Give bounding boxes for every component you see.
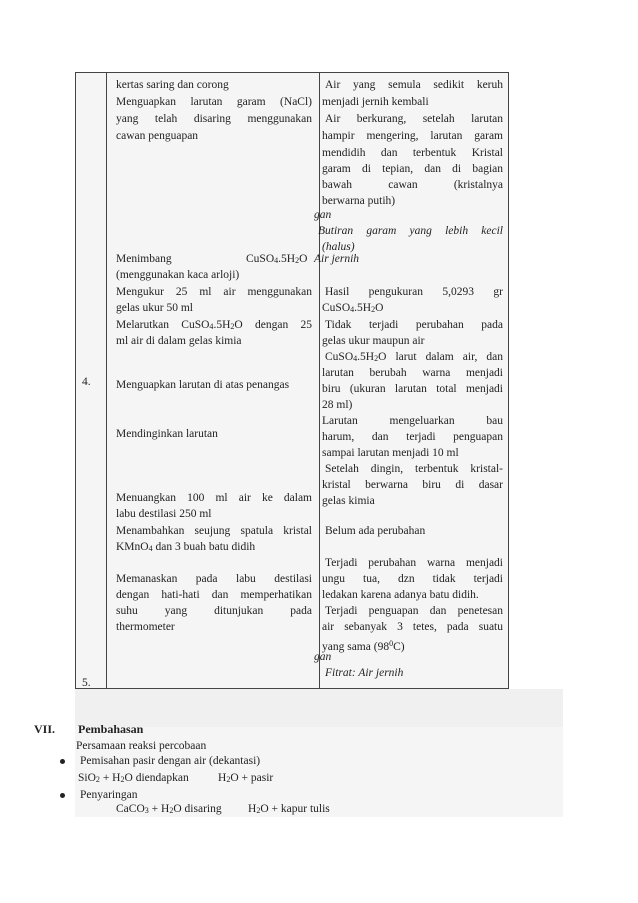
section-number: VII.: [34, 722, 56, 736]
procedure-line: gelas ukur 50 ml: [116, 302, 193, 314]
observation-line: Air yang semula sedikit keruh: [325, 79, 503, 91]
observation-line: gelas kimia: [322, 495, 375, 507]
observation-line: Air jernih: [314, 253, 360, 265]
section-title: Pembahasan: [78, 722, 144, 736]
body-line: Pemisahan pasir dengan air (dekantasi): [80, 755, 261, 767]
body-line: Penyaringan: [80, 789, 138, 801]
row-number: 4.: [82, 376, 91, 388]
procedure-line: cawan penguapan: [116, 130, 199, 142]
observation-line: gan: [314, 209, 332, 221]
observation-line: berwarna putih): [322, 195, 396, 207]
procedure-line: (menggunakan kaca arloji): [116, 269, 240, 281]
observation-line: harum, dan terjadi penguapan: [322, 431, 503, 443]
bullet-icon: [60, 759, 65, 764]
observation-line: bawah cawan (kristalnya: [322, 179, 503, 191]
procedure-line: thermometer: [116, 621, 175, 633]
observation-line: Air berkurang, setelah larutan: [325, 113, 503, 125]
procedure-line: kertas saring dan corong: [116, 79, 229, 91]
bullet-icon: [60, 793, 65, 798]
table-column-divider: [106, 73, 107, 688]
observation-line: air sebanyak 3 tetes, pada suatu: [322, 621, 503, 633]
observation-line: Hasil pengukuran 5,0293 gr: [325, 286, 503, 298]
procedure-line: Menguapkan larutan di atas penangas: [116, 379, 290, 391]
procedure-line: Menambahkan seujung spatula kristal: [116, 525, 312, 537]
equation-line: $SiO_2 + H_2O$ diendapkan: [78, 772, 189, 784]
observation-line: kristal berwarna biru di dasar: [322, 479, 503, 491]
procedure-line: Memanaskan pada labu destilasi: [116, 573, 312, 585]
observation-line: Setelah dingin, terbentuk kristal-: [325, 463, 503, 475]
table-column-divider: [319, 73, 320, 688]
observation-line: Butiran garam yang lebih kecil: [318, 225, 503, 237]
procedure-line: yang telah disaring menggunakan: [116, 113, 312, 125]
observation-line: ungu tua, dzn tidak terjadi: [322, 573, 503, 585]
procedure-line: labu destilasi 250 ml: [116, 508, 212, 520]
equation-line: CaCO$_3$ + $H_2O$ disaring: [116, 803, 222, 815]
observation-line: $CuSO_4.5H_2O$ larut dalam air, dan: [325, 351, 503, 363]
observation-line: $CuSO_4.5H_2O$: [322, 302, 384, 314]
observation-line: biru (ukuran larutan total menjadi: [322, 383, 503, 395]
procedure-line: dengan hati-hati dan memperhatikan: [116, 589, 312, 601]
procedure-line: suhu yang ditunjukan pada: [116, 605, 312, 617]
observation-line: gan: [314, 651, 332, 663]
observation-line: yang sama $(98^0C)$: [322, 639, 405, 653]
observation-line: 28 ml): [322, 399, 353, 411]
observation-line: gelas ukur maupun air: [322, 335, 425, 347]
observation-line: ledakan karena adanya batu didih.: [322, 589, 479, 601]
observation-line: Belum ada perubahan: [325, 525, 426, 537]
procedure-line: $CuSO_4.5H_2O$: [246, 253, 308, 265]
procedure-line: Mendinginkan larutan: [116, 428, 218, 440]
observation-line: Tidak terjadi perubahan pada: [325, 319, 503, 331]
procedure-line: KMnO$_4$ dan 3 buah batu didih: [116, 541, 256, 553]
observation-line: larutan berubah warna menjadi: [322, 367, 503, 379]
observation-line: Terjadi penguapan dan penetesan: [325, 605, 503, 617]
equation-line: $H_2O$ + pasir: [218, 772, 274, 784]
procedure-line: Menguapkan larutan garam (NaCl): [116, 96, 312, 108]
observation-line: menjadi jernih kembali: [322, 96, 429, 108]
procedure-line: Menuangkan 100 ml air ke dalam: [116, 492, 312, 504]
observation-line: Terjadi perubahan warna menjadi: [325, 557, 503, 569]
observation-line: sampai larutan menjadi 10 ml: [322, 447, 459, 459]
procedure-line: Melarutkan $CuSO_4.5H_2O$ dengan 25: [116, 319, 312, 331]
observation-line: (halus): [322, 241, 355, 253]
observation-line: hampir mengering, larutan garam: [322, 130, 503, 142]
row-number: 5.: [82, 677, 91, 689]
body-line: Persamaan reaksi percobaan: [76, 740, 207, 752]
section-header-band: [75, 689, 563, 727]
observation-line: mendidih dan terbentuk Kristal: [322, 147, 503, 159]
observation-line: Fitrat: Air jernih: [325, 667, 404, 679]
procedure-line: ml air di dalam gelas kimia: [116, 335, 242, 347]
observation-line: garam di tepian, dan di bagian: [322, 163, 503, 175]
observation-line: Larutan mengeluarkan bau: [322, 415, 503, 427]
procedure-line: Mengukur 25 ml air menggunakan: [116, 286, 312, 298]
procedure-line: Menimbang: [116, 253, 172, 265]
equation-line: $H_2O$ + kapur tulis: [248, 803, 330, 815]
